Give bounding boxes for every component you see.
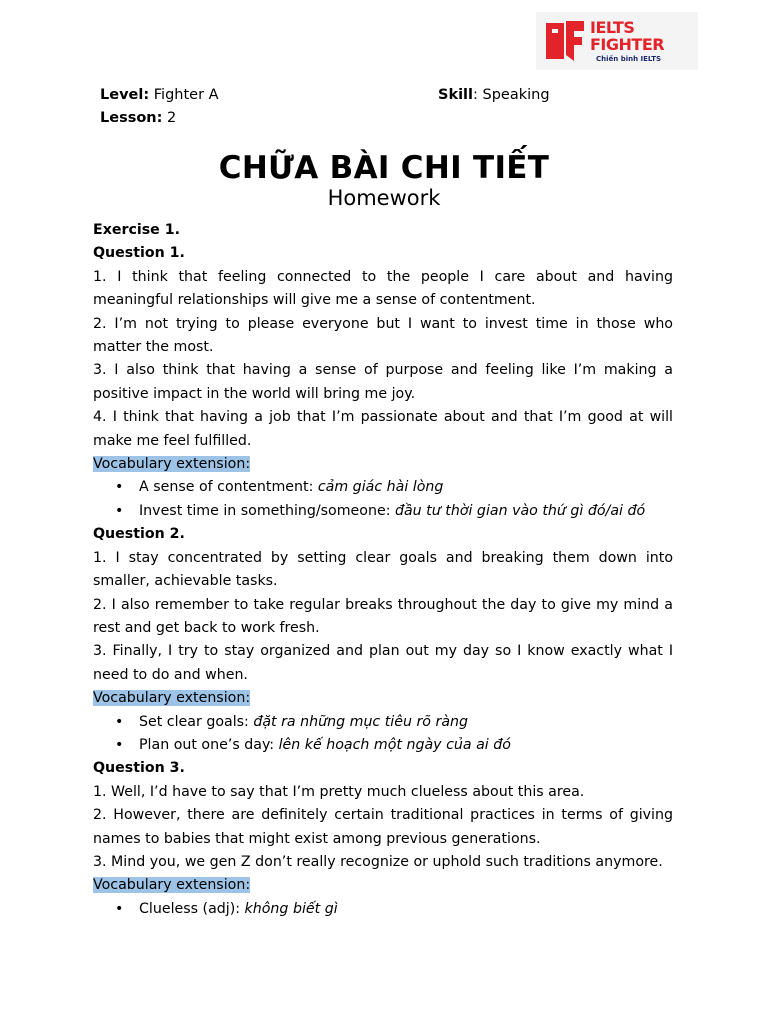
lesson-label: Lesson: [100, 110, 163, 126]
vocab-term: Plan out one’s day: [139, 736, 279, 753]
level-line [100, 85, 219, 105]
answer-line: 3. Mind you, we gen Z don’t really recognize or uphold such traditions anymore. [93, 853, 663, 870]
answer-line: 1. I think that feeling connected to the people I care about and having meaningful relationships will give me a sense of contentment. [93, 268, 673, 309]
vocab-item [93, 500, 673, 523]
answer-line: 2. However, there are definitely certain traditional practices in terms of giving names to babies that might exist among previous generations. [93, 807, 673, 847]
answer-line: 3. I also think that having a sense of purpose and feeling like I’m making a positive impact in the world will bring me joy. [93, 362, 673, 402]
bullet-icon: • [115, 479, 124, 496]
vocab-item [93, 898, 673, 921]
answer-line: 3. Finally, I try to stay organized and plan out my day so I know exactly what I need to do and when. [93, 643, 673, 683]
answer-line: 1. Well, I’d have to say that I’m pretty much clueless about this area. [93, 783, 585, 800]
vocab-term: Set clear goals: [139, 713, 254, 730]
vocab-label [93, 687, 673, 710]
lesson-line [100, 108, 176, 128]
bullet-icon: • [115, 736, 124, 753]
logo-text-ielts: IELTS [590, 18, 635, 37]
vocab-label-highlight: Vocabulary extension: [93, 690, 251, 707]
vocab-meaning: lên kế hoạch một ngày của ai đó [278, 736, 511, 753]
skill-line [438, 85, 550, 105]
vocab-meaning: đầu tư thời gian vào thứ gì đó/ai đó [394, 502, 646, 519]
vocab-label-highlight: Vocabulary extension: [93, 877, 251, 894]
bullet-icon: • [115, 713, 124, 730]
level-value: Fighter A [153, 87, 219, 103]
level-label: Level: [100, 87, 150, 103]
logo-tagline: Chiến binh IELTS [596, 55, 662, 63]
exercise-heading: Exercise 1. [93, 222, 181, 238]
page-subtitle: Homework [327, 186, 441, 210]
page-title: CHỮA BÀI CHI TIẾT [218, 150, 550, 186]
skill-value: : Speaking [473, 87, 550, 103]
vocab-label [93, 453, 673, 476]
answer-line: 2. I also remember to take regular breaks throughout the day to give my mind a rest and get back to work fresh. [93, 596, 673, 636]
document-body [93, 219, 673, 921]
vocab-item [93, 476, 673, 499]
vocab-term: Invest time in something/someone: [139, 502, 395, 519]
answer-line: 1. I stay concentrated by setting clear goals and breaking them down into smaller, achievable tasks. [93, 549, 673, 590]
answer-line: 4. I think that having a job that I’m passionate about and that I’m good at will make me feel fulfilled. [93, 409, 673, 449]
bullet-icon: • [115, 502, 124, 519]
lesson-value: 2 [167, 110, 177, 126]
logo-text-fighter: FIGHTER [590, 35, 665, 54]
ielts-fighter-logo [536, 12, 698, 70]
question-1-heading: Question 1. [93, 245, 185, 262]
bullet-icon: • [115, 900, 124, 917]
vocab-label [93, 874, 673, 897]
vocab-meaning: cảm giác hài lòng [317, 479, 444, 496]
vocab-meaning: đặt ra những mục tiêu rõ ràng [253, 713, 469, 730]
vocab-term: A sense of contentment: [139, 479, 318, 496]
skill-label: Skill [438, 87, 473, 103]
vocab-term: Clueless (adj): [139, 900, 245, 917]
answer-line: 2. I’m not trying to please everyone but I want to invest time in those who matter the most. [93, 315, 673, 356]
vocab-meaning: không biết gì [244, 900, 338, 917]
question-2-heading: Question 2. [93, 526, 185, 543]
vocab-item [93, 734, 673, 757]
question-3-heading: Question 3. [93, 760, 185, 777]
shield-icon [544, 19, 586, 63]
vocab-item [93, 711, 673, 734]
vocab-label-highlight: Vocabulary extension: [93, 456, 251, 473]
